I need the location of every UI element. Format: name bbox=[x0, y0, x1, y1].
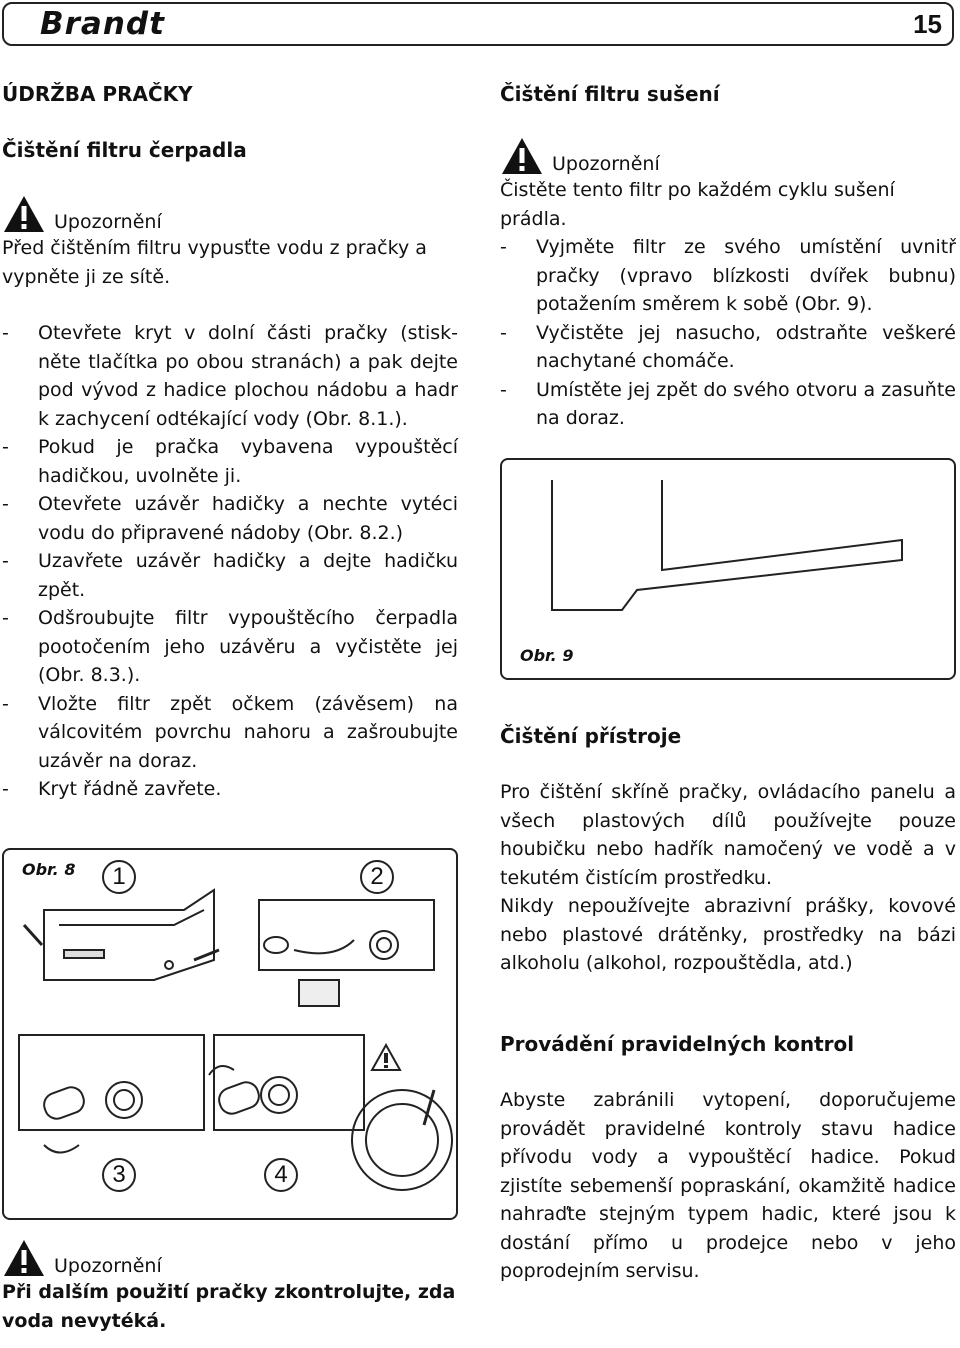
figure-9 bbox=[500, 458, 956, 680]
step-number: 3 bbox=[102, 1158, 136, 1192]
list-item: - Uzavřete uzávěr hadičky a dejte hadičku zpět. bbox=[2, 547, 458, 604]
step-number: 2 bbox=[360, 860, 394, 894]
list-item: - Vyjměte filtr ze svého umístění uvnitř pračky (vpravo blízkosti dvířek bubnu) potažením směrem k sobě (Obr. 9). bbox=[500, 233, 956, 319]
figure-label: Obr. 9 bbox=[520, 646, 574, 665]
cleaning-paragraph: Pro čištění skříně pračky, ovládacího panelu a všech plastových dílů používejte pouze houbičku nebo hadřík namočený ve vodě a v tekutém čistícím prostředku. bbox=[500, 781, 956, 889]
dryer-steps-list bbox=[500, 233, 956, 433]
list-item: - Odšroubujte filtr vypouštěcího čerpadla pootočením jeho uzávěru a vyčistěte jej (Obr. 8.3.). bbox=[2, 604, 458, 690]
right-column bbox=[500, 80, 956, 433]
warning-text: Čistěte tento filtr po každém cyklu sušení prádla. bbox=[500, 179, 895, 230]
figure-label: Obr. 8 bbox=[22, 860, 76, 879]
cleaning-paragraph: Nikdy nepoužívejte abrazivní prášky, kovové nebo plastové drátěnky, prostředky na bázi alkoholu (alkohol, rozpouštědla, atd.) bbox=[500, 895, 956, 974]
list-item: - Vyčistěte jej nasucho, odstraňte veškeré nachytané chomáče. bbox=[500, 319, 956, 376]
checks-section bbox=[500, 1030, 956, 1286]
cleaning-section bbox=[500, 722, 956, 978]
final-warning bbox=[2, 1238, 458, 1335]
step-number: 4 bbox=[264, 1158, 298, 1192]
checks-paragraph: Abyste zabránili vytopení, doporučujeme provádět pravidelné kontroly stavu hadice přívodu vody a vypouštěcí hadice. Pokud zjistíte sebemenší popraskání, okamžitě hadice nahraďte stejným typem hadic, které jsou k dostání přímo u prodejce nebo v jeho poprodejním servisu. bbox=[500, 1089, 956, 1282]
step-number: 1 bbox=[102, 860, 136, 894]
washing-machine-illustration bbox=[4, 850, 456, 1218]
dryer-filter-title: Čištění filtru sušení bbox=[500, 82, 720, 106]
pump-steps-list bbox=[2, 319, 458, 804]
warning-label: Upozornění bbox=[54, 211, 162, 233]
warning-block bbox=[500, 136, 956, 176]
warning-label: Upozornění bbox=[54, 1255, 162, 1277]
cleaning-title: Čištění přístroje bbox=[500, 724, 682, 748]
checks-title: Provádění pravidelných kontrol bbox=[500, 1032, 855, 1056]
page-number: 15 bbox=[913, 9, 942, 39]
list-item: - Pokud je pračka vybavena vypouštěcí hadičkou, uvolněte ji. bbox=[2, 433, 458, 490]
left-column bbox=[2, 80, 458, 804]
figure-8 bbox=[2, 848, 458, 1220]
warning-block bbox=[2, 194, 458, 234]
warning-icon bbox=[2, 194, 46, 234]
list-item: - Otevřete uzávěr hadičky a nechte vytéci vodu do připravené nádoby (Obr. 8.2.) bbox=[2, 490, 458, 547]
list-item: - Umístěte jej zpět do svého otvoru a zasuňte na doraz. bbox=[500, 376, 956, 433]
pump-filter-title: Čištění filtru čerpadla bbox=[2, 138, 247, 162]
list-item: - Kryt řádně zavřete. bbox=[2, 775, 458, 804]
list-item: - Vložte filtr zpět očkem (závěsem) na válcovitém povrchu nahoru a zašroubujte uzávěr na doraz. bbox=[2, 690, 458, 776]
warning-label: Upozornění bbox=[552, 153, 660, 175]
warning-block bbox=[2, 1238, 458, 1278]
warning-text: Před čištěním filtru vypusťte vodu z pračky a vypněte ji ze sítě. bbox=[2, 237, 427, 288]
warning-text: Při dalším použití pračky zkontrolujte, zda voda nevytéká. bbox=[2, 1281, 456, 1332]
section-title: ÚDRŽBA PRAČKY bbox=[2, 82, 193, 106]
warning-icon bbox=[2, 1238, 46, 1278]
list-item: - Otevřete kryt v dolní části pračky (stisk-něte tlačítka po obou stranách) a pak dejte pod vývod z hadice plochou nádobu a hadr k zachycení odtékající vody (Obr. 8.1.). bbox=[2, 319, 458, 433]
page-header bbox=[2, 2, 954, 46]
brand-logo: Brandt bbox=[40, 6, 165, 42]
warning-icon bbox=[500, 136, 544, 176]
